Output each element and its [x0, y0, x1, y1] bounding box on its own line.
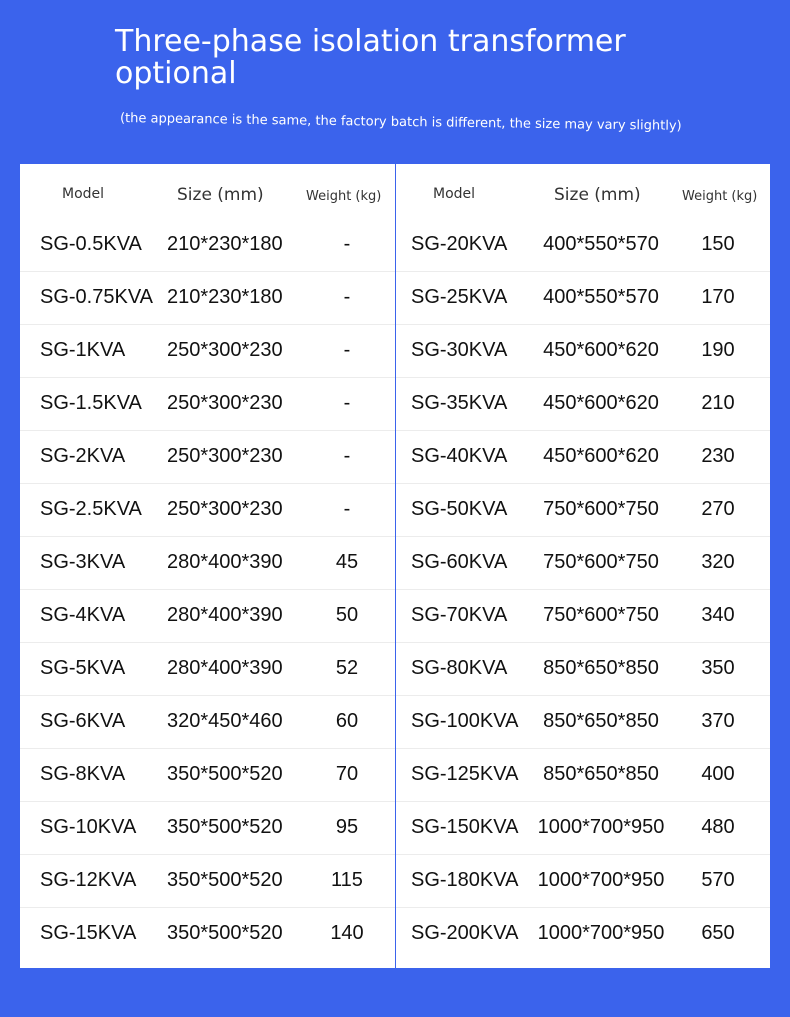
cell-weight: 190 [701, 339, 735, 361]
table-header [396, 164, 770, 219]
cell-size: 280*400*390 [167, 657, 283, 679]
header-model: Model [62, 186, 105, 202]
cell-weight: 95 [335, 816, 359, 838]
cell-weight: 70 [335, 763, 359, 785]
cell-model: SG-125KVA [411, 763, 519, 785]
cell-weight: 52 [335, 657, 359, 679]
page-title: Three-phase isolation transformer optional [115, 24, 626, 91]
cell-model: SG-60KVA [411, 551, 508, 573]
table-row [396, 483, 770, 536]
cell-size: 400*550*570 [543, 233, 659, 255]
cell-weight: - [343, 233, 351, 255]
cell-model: SG-3KVA [40, 551, 126, 573]
cell-weight: - [343, 498, 351, 520]
table-row [396, 324, 770, 377]
table-row [20, 854, 395, 907]
cell-model: SG-100KVA [411, 710, 519, 732]
table-row [20, 695, 395, 748]
table-row [396, 695, 770, 748]
cell-size: 450*600*620 [543, 392, 659, 414]
cell-size: 320*450*460 [167, 710, 283, 732]
cell-size: 400*550*570 [543, 286, 659, 308]
cell-weight: 230 [701, 445, 735, 467]
table-row [396, 430, 770, 483]
cell-weight: 210 [701, 392, 735, 414]
table-row [396, 536, 770, 589]
cell-weight: 650 [701, 922, 735, 944]
cell-size: 350*500*520 [167, 816, 283, 838]
table-row [20, 324, 395, 377]
table-row [396, 589, 770, 642]
table-row [396, 642, 770, 695]
table-body-right [396, 219, 770, 960]
table-row [20, 589, 395, 642]
cell-weight: 150 [701, 233, 735, 255]
cell-weight: 60 [335, 710, 359, 732]
cell-weight: 140 [330, 922, 364, 944]
cell-size: 1000*700*950 [537, 922, 665, 944]
cell-size: 250*300*230 [167, 392, 283, 414]
cell-weight: - [343, 286, 351, 308]
cell-weight: 340 [701, 604, 735, 626]
cell-weight: 370 [701, 710, 735, 732]
cell-model: SG-200KVA [411, 922, 519, 944]
header-size: Size (mm) [177, 185, 264, 205]
table-row [20, 377, 395, 430]
cell-weight: 570 [701, 869, 735, 891]
cell-weight: 170 [701, 286, 735, 308]
cell-size: 450*600*620 [543, 445, 659, 467]
cell-model: SG-180KVA [411, 869, 519, 891]
header-size: Size (mm) [554, 185, 641, 205]
cell-size: 280*400*390 [167, 604, 283, 626]
spec-table-right [396, 164, 770, 960]
table-row [20, 430, 395, 483]
table-row [20, 801, 395, 854]
cell-size: 750*600*750 [543, 551, 659, 573]
cell-weight: 115 [331, 869, 363, 891]
header-weight: Weight (kg) [682, 189, 758, 204]
cell-weight: - [343, 339, 351, 361]
cell-size: 210*230*180 [167, 233, 283, 255]
cell-model: SG-80KVA [411, 657, 508, 679]
cell-weight: 270 [701, 498, 735, 520]
cell-model: SG-12KVA [40, 869, 137, 891]
cell-model: SG-8KVA [40, 763, 126, 785]
cell-size: 850*650*850 [543, 710, 659, 732]
table-row [20, 907, 395, 960]
table-row [20, 219, 395, 271]
cell-size: 750*600*750 [543, 498, 659, 520]
table-row [396, 854, 770, 907]
cell-weight: - [343, 445, 351, 467]
cell-model: SG-40KVA [411, 445, 508, 467]
table-row [20, 536, 395, 589]
header-weight: Weight (kg) [306, 189, 382, 204]
cell-size: 350*500*520 [167, 869, 283, 891]
cell-weight: 400 [701, 763, 735, 785]
cell-size: 850*650*850 [543, 657, 659, 679]
cell-model: SG-25KVA [411, 286, 508, 308]
cell-model: SG-4KVA [40, 604, 126, 626]
cell-size: 750*600*750 [543, 604, 659, 626]
cell-model: SG-15KVA [40, 922, 137, 944]
cell-model: SG-150KVA [411, 816, 519, 838]
cell-size: 350*500*520 [167, 763, 283, 785]
table-row [396, 907, 770, 960]
cell-size: 250*300*230 [167, 445, 283, 467]
cell-size: 850*650*850 [543, 763, 659, 785]
cell-weight: 320 [701, 551, 735, 573]
table-header [20, 164, 395, 219]
cell-model: SG-20KVA [411, 233, 508, 255]
page-subtitle: (the appearance is the same, the factory batch is different, the size may vary slightly) [119, 111, 682, 134]
spec-table-left [20, 164, 395, 960]
table-row [396, 271, 770, 324]
table-row [396, 219, 770, 271]
cell-model: SG-50KVA [411, 498, 508, 520]
table-row [396, 748, 770, 801]
header-model: Model [433, 186, 476, 202]
table-row [20, 483, 395, 536]
cell-size: 350*500*520 [167, 922, 283, 944]
table-row [20, 748, 395, 801]
cell-model: SG-2.5KVA [40, 498, 142, 520]
cell-weight: 350 [701, 657, 735, 679]
table-row [20, 642, 395, 695]
cell-size: 280*400*390 [167, 551, 283, 573]
cell-size: 450*600*620 [543, 339, 659, 361]
cell-model: SG-2KVA [40, 445, 126, 467]
table-row [396, 801, 770, 854]
cell-model: SG-0.75KVA [40, 286, 154, 308]
cell-model: SG-70KVA [411, 604, 508, 626]
spec-table [20, 164, 770, 968]
cell-model: SG-1.5KVA [40, 392, 142, 414]
cell-model: SG-10KVA [40, 816, 137, 838]
table-row [20, 271, 395, 324]
cell-model: SG-35KVA [411, 392, 508, 414]
cell-size: 1000*700*950 [537, 869, 665, 891]
cell-weight: - [343, 392, 351, 414]
cell-size: 1000*700*950 [537, 816, 665, 838]
cell-weight: 45 [335, 551, 359, 573]
cell-model: SG-6KVA [40, 710, 126, 732]
cell-weight: 480 [701, 816, 735, 838]
cell-size: 250*300*230 [167, 339, 283, 361]
cell-weight: 50 [335, 604, 359, 626]
cell-size: 250*300*230 [167, 498, 283, 520]
table-row [396, 377, 770, 430]
cell-model: SG-1KVA [40, 339, 126, 361]
table-body-left [20, 219, 395, 960]
cell-model: SG-30KVA [411, 339, 508, 361]
cell-model: SG-5KVA [40, 657, 126, 679]
cell-model: SG-0.5KVA [40, 233, 142, 255]
cell-size: 210*230*180 [167, 286, 283, 308]
